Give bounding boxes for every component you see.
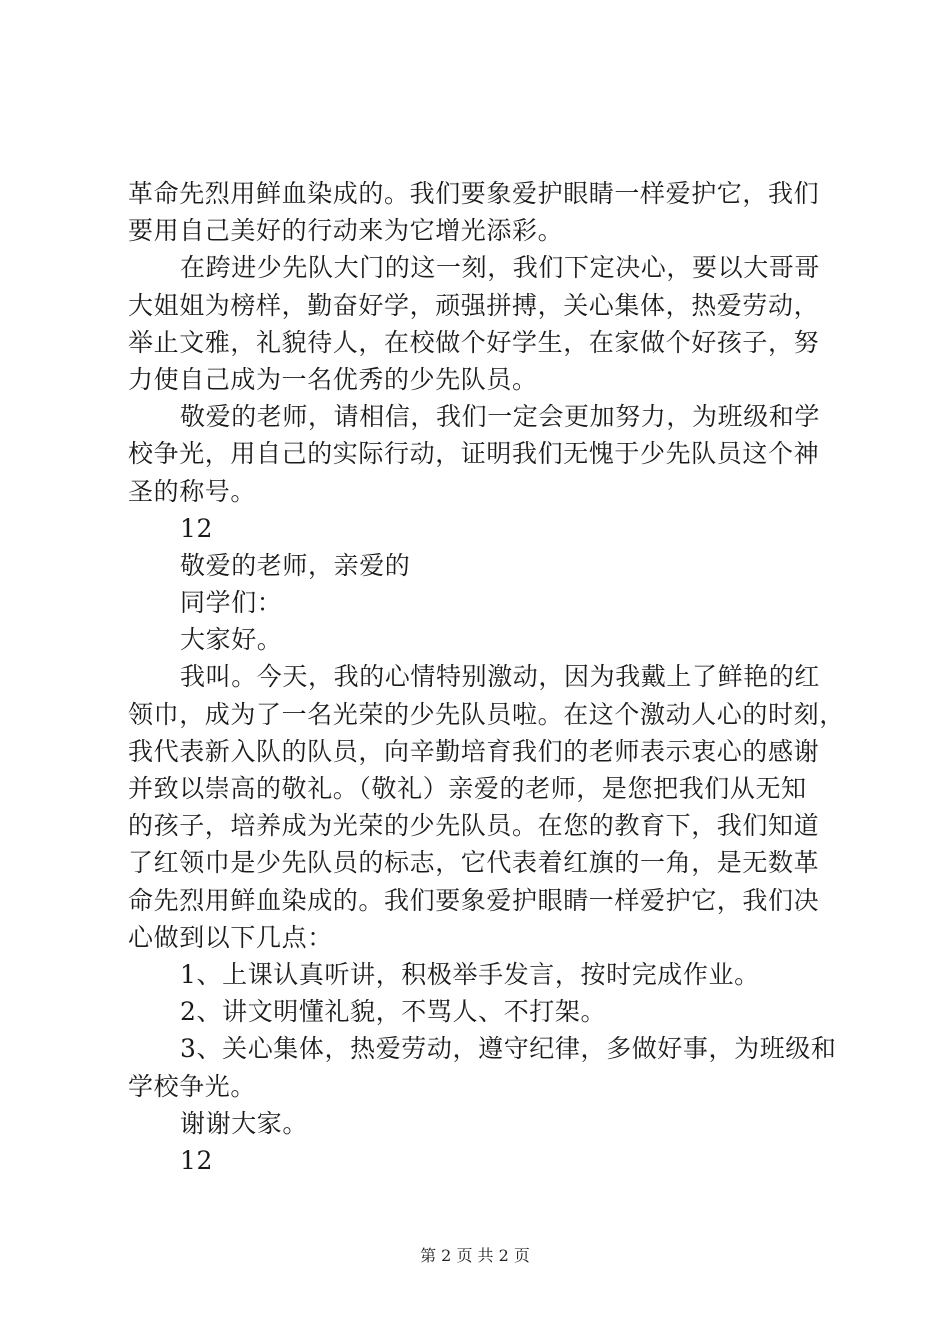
text-line: 大家好。 — [180, 625, 283, 655]
text-line: 命先烈用鲜血染成的。我们要象爱护眼睛一样爱护它，我们决 — [128, 885, 820, 915]
text-line: 力使自己成为一名优秀的少先队员。 — [128, 364, 538, 394]
document-body — [128, 175, 845, 1179]
text-line: 了红领巾是少先队员的标志，它代表着红旗的一角，是无数革 — [128, 848, 820, 878]
text-line: 敬爱的老师，请相信，我们一定会更加努力，为班级和学 — [180, 402, 821, 432]
text-line: 12 — [180, 513, 214, 543]
text-line: 的孩子，培养成为光荣的少先队员。在您的教育下，我们知道 — [128, 811, 820, 841]
text-line: 心做到以下几点： — [128, 922, 333, 952]
text-line: 要用自己美好的行动来为它增光添彩。 — [128, 216, 564, 246]
text-line: 1、上课认真听讲，积极举手发言，按时完成作业。 — [180, 959, 760, 989]
text-line: 圣的称号。 — [128, 476, 257, 506]
text-line: 谢谢大家。 — [180, 1108, 309, 1138]
text-line: 大姐姐为榜样，勤奋好学，顽强拼搏，关心集体，热爱劳动， — [128, 290, 820, 320]
text-line: 举止文雅，礼貌待人，在校做个好学生，在家做个好孩子，努 — [128, 327, 820, 357]
text-line: 我代表新入队的队员，向辛勤培育我们的老师表示衷心的感谢 — [128, 736, 820, 766]
text-line: 敬爱的老师，亲爱的 — [180, 550, 411, 580]
text-line: 学校争光。 — [128, 1071, 257, 1101]
text-line: 校争光，用自己的实际行动，证明我们无愧于少先队员这个神 — [128, 439, 820, 469]
text-line: 革命先烈用鲜血染成的。我们要象爱护眼睛一样爱护它，我们 — [128, 179, 820, 208]
text-line: 我叫。今天，我的心情特别激动，因为我戴上了鲜艳的红 — [180, 662, 821, 692]
text-line: 2、讲文明懂礼貌，不骂人、不打架。 — [180, 997, 607, 1027]
text-line: 并致以崇高的敬礼。（敬礼）亲爱的老师，是您把我们从无知 — [128, 774, 807, 803]
text-line: 在跨进少先队大门的这一刻，我们下定决心，要以大哥哥 — [180, 253, 821, 283]
text-line: 同学们： — [180, 588, 283, 618]
text-line: 12 — [180, 1145, 214, 1175]
text-line: 3、关心集体，热爱劳动，遵守纪律，多做好事，为班级和 — [180, 1034, 837, 1064]
text-line: 领巾，成为了一名光荣的少先队员啦。在这个激动人心的时刻， — [128, 699, 845, 729]
page-footer: 第 2 页 共 2 页 — [420, 1246, 530, 1265]
